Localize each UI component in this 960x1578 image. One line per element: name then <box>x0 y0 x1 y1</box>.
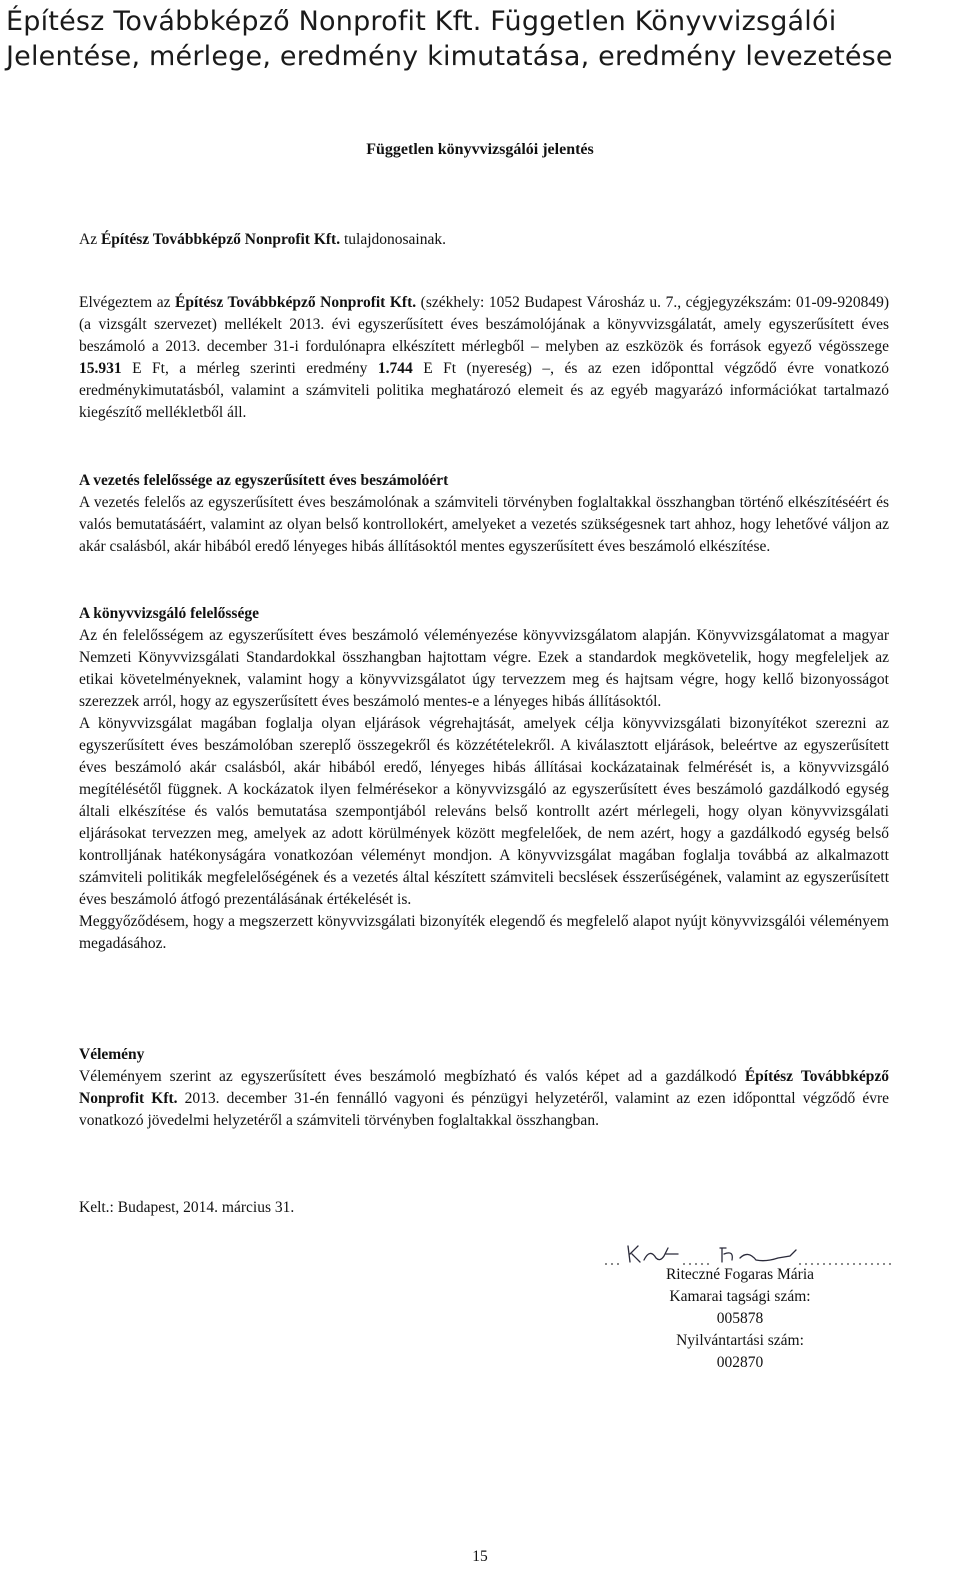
balance-total: 15.931 <box>79 360 122 377</box>
auditor-heading: A könyvvizsgáló felelőssége <box>79 605 259 622</box>
management-section <box>79 470 889 558</box>
registry-label: Nyilvántartási szám: <box>676 1332 804 1349</box>
management-text: A vezetés felelős az egyszerűsített éves beszámolónak a számviteli törvényben foglaltakkal összhangban történő elkészítéséért és valós bemutatásáért, valamint az olyan belső kontrollokért, amelyeket a vezetés szükségesnek tart ahhoz, hogy lehetővé váljon az akár csalásból, akár hibából eredő lényeges hibás állításoktól mentes egyszerűsített éves beszámoló elkészítése. <box>79 494 889 555</box>
document-title-line-2: Jelentése, mérlege, eredmény kimutatása, eredmény levezetése <box>6 41 893 72</box>
report-heading: Független könyvvizsgálói jelentés <box>366 141 594 158</box>
chamber-label: Kamarai tagsági szám: <box>669 1288 811 1305</box>
balance-result: 1.744 <box>377 360 413 377</box>
intro-text-2: (székhely: 1052 Budapest Városház u. 7., cégjegyzékszám: 01-09-920849) (a vizsgált szervezet) mellékelt 2013. évi egyszerűsített éves beszámolójának a könyvvizsgálatát, amely egyszerűsített éves beszámoló a 2013. december 31-i fordulónapra elkészített mérlegből – melyben az eszközök és források egyező végösszege <box>79 294 889 355</box>
auditor-paragraph-3: Meggyőződésem, hogy a megszerzett könyvvizsgálati bizonyíték elegendő és megfelelő alapot nyújt könyvvizsgálói véleményem megadásához. <box>79 913 889 952</box>
page-number: 15 <box>472 1548 488 1565</box>
date-place: Kelt.: Budapest, 2014. március 31. <box>79 1199 295 1216</box>
intro-text-4: E Ft (nyereség) –, és az ezen időponttal végződő évre vonatkozó eredménykimutatásból, valamint a számviteli politika meghatározó elemeit és az egyéb magyarázó információkat tartalmazó kiegészítő mellékletből áll. <box>79 360 889 421</box>
addressee-suffix: tulajdonosainak. <box>340 231 446 248</box>
intro-company: Építész Továbbképző Nonprofit Kft. <box>175 294 417 311</box>
auditor-section <box>79 603 889 955</box>
signatory-name: Riteczné Fogaras Mária <box>665 1266 815 1283</box>
opinion-section <box>79 1044 889 1132</box>
addressee-prefix: Az <box>79 231 101 248</box>
addressee <box>79 229 889 251</box>
registry-number: 002870 <box>716 1354 764 1371</box>
auditor-paragraph-1: Az én felelősségem az egyszerűsített éves beszámoló véleményezése könyvvizsgálatom alapján. Könyvvizsgálatomat a magyar Nemzeti Könyvvizsgálati Standardokkal összhangban hajtottam végre. Ezek a standardok megkövetelik, hogy megfeleljek az etikai követelményeknek, valamint hogy a könyvvizsgálatot úgy tervezzem meg és hajtsam végre, hogy kellő bizonyosságot szerezzek arról, hogy az egyszerűsített éves beszámoló mentes-e a lényeges hibás állításoktól. <box>79 627 889 710</box>
opinion-heading: Vélemény <box>79 1046 145 1063</box>
intro-text-3: E Ft, a mérleg szerinti eredmény <box>121 360 378 377</box>
intro-paragraph <box>79 292 889 424</box>
opinion-text-2: 2013. december 31-én fennálló vagyoni és pénzügyi helyzetéről, valamint az ezen időponttal végződő évre vonatkozó jövedelmi helyzetéről a számviteli törvényben foglaltakkal összhangban. <box>79 1090 889 1129</box>
addressee-company: Építész Továbbképző Nonprofit Kft. <box>100 231 341 248</box>
intro-text-1: Elvégeztem az <box>79 294 175 311</box>
signatory-block <box>620 1264 860 1374</box>
chamber-number: 005878 <box>716 1310 764 1327</box>
opinion-company: Építész Továbbképző Nonprofit Kft. <box>79 1068 889 1107</box>
document-title-line-1: Építész Továbbképző Nonprofit Kft. Független Könyvvizsgálói <box>6 6 837 37</box>
opinion-text-1: Véleményem szerint az egyszerűsített éves beszámoló megbízható és valós képet ad a gazdálkodó <box>79 1068 745 1085</box>
management-heading: A vezetés felelőssége az egyszerűsített éves beszámolóért <box>79 472 449 489</box>
auditor-paragraph-2: A könyvvizsgálat magában foglalja olyan eljárások végrehajtását, amelyek célja könyvvizsgálati bizonyítékot szerezni az egyszerűsített éves beszámolóban szereplő összegekről és közzétételekről. A kiválasztott eljárások, beleértve az egyszerűsített éves beszámoló akár csalásból, akár hibából eredő, lényeges hibás állításai kockázatainak felmérését is, a könyvvizsgáló megítélésétől függnek. A kockázatok ilyen felmérésekor a könyvvizsgáló az egyszerűsített éves beszámoló gazdálkodó egység általi elkészítése és valós bemutatása szempontjából releváns belső kontrollt azért mérlegeli, hogy olyan könyvvizsgálati eljárásokat tervezzen meg, amelyek az adott körülmények között megfelelőek, de nem azért, hogy a gazdálkodó egység belső kontrolljának hatékonyságára vonatkozóan véleményt mondjon. A könyvvizsgálat magában foglalja továbbá az alkalmazott számviteli politikák megfelelőségének és a vezetés által készített számviteli becslések ésszerűségének, valamint az egyszerűsített éves beszámoló átfogó prezentálásának értékelését is. <box>79 715 889 908</box>
